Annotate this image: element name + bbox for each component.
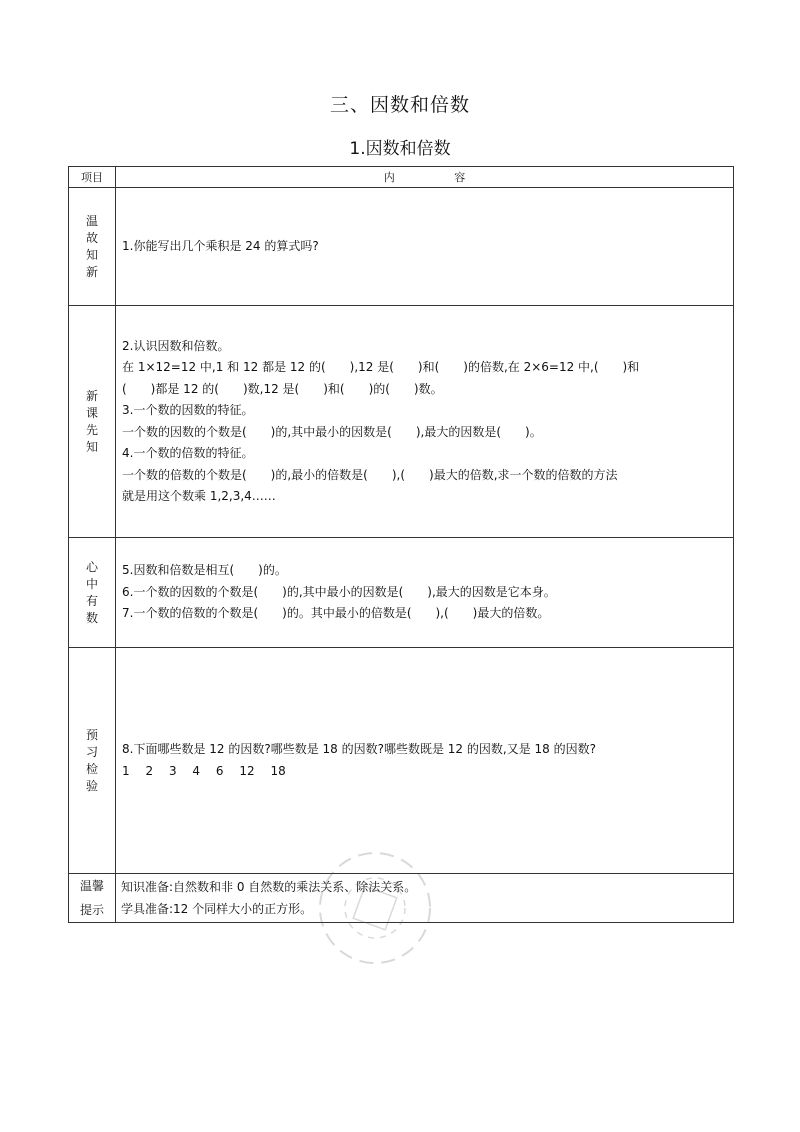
section-content (116, 538, 734, 648)
number-item: 1 (122, 763, 130, 778)
number-item: 4 (192, 763, 201, 778)
section-content (116, 306, 734, 538)
question-line: 6.一个数的因数的个数是( )的,其中最小的因数是( ),最大的因数是它本身。 (122, 584, 556, 599)
question-line: ( )都是 12 的( )数,12 是( )和( )的( )数。 (122, 381, 443, 396)
tip-line: 学具准备:12 个同样大小的正方形。 (121, 902, 313, 916)
label-char: 检 (85, 761, 98, 776)
number-item: 18 (270, 763, 286, 778)
header-content: 内 容 (116, 167, 734, 188)
label-char: 知 (85, 439, 98, 454)
question-line: 8.下面哪些数是 12 的因数?哪些数是 18 的因数?哪些数既是 12 的因数,又是 18 的因数? (122, 742, 596, 756)
chapter-title: 三、因数和倍数 (329, 94, 470, 116)
label-char: 验 (85, 778, 98, 793)
section-summary-row (69, 538, 734, 648)
label-char: 有 (85, 593, 98, 608)
question-line: 4.一个数的倍数的特征。 (122, 446, 254, 460)
label-char: 新 (85, 388, 98, 403)
question-line: 1.你能写出几个乘积是 24 的算式吗? (122, 238, 319, 253)
number-list (122, 761, 727, 783)
question-line: 一个数的因数的个数是( )的,其中最小的因数是( ),最大的因数是( )。 (122, 424, 542, 439)
question-line: 3.一个数的因数的特征。 (122, 403, 254, 417)
tips-label-line: 温馨 (79, 879, 104, 893)
number-item: 12 (239, 763, 255, 778)
section-label (69, 538, 116, 648)
label-char: 心 (85, 559, 98, 574)
label-char: 数 (85, 610, 98, 625)
section-label (69, 188, 116, 306)
tips-label (69, 874, 116, 923)
label-char: 先 (85, 422, 98, 437)
tips-label-line: 提示 (79, 903, 104, 917)
header-item: 项目 (69, 167, 116, 188)
lesson-title: 1.因数和倍数 (349, 139, 451, 159)
question-line: 5.因数和倍数是相互( )的。 (122, 563, 287, 578)
worksheet-table (68, 166, 734, 923)
label-char: 中 (85, 576, 98, 591)
label-char: 知 (85, 247, 98, 262)
question-line: 2.认识因数和倍数。 (122, 338, 230, 353)
question-line: 就是用这个数乘 1,2,3,4…… (122, 489, 276, 503)
number-item: 3 (168, 763, 177, 778)
section-preview-row (69, 306, 734, 538)
watermark-seal-icon (300, 838, 450, 978)
section-review-row (69, 188, 734, 306)
section-content (116, 188, 734, 306)
table-header-row (69, 167, 734, 188)
section-label (69, 306, 116, 538)
label-char: 故 (85, 230, 98, 245)
label-char: 课 (85, 405, 98, 420)
label-char: 预 (85, 727, 98, 742)
tip-line: 知识准备:自然数和非 0 自然数的乘法关系、除法关系。 (121, 880, 417, 894)
section-label (69, 648, 116, 874)
label-char: 习 (85, 744, 98, 759)
question-line: 7.一个数的倍数的个数是( )的。其中最小的倍数是( ),( )最大的倍数。 (122, 606, 550, 621)
number-item: 6 (215, 763, 224, 778)
label-char: 温 (85, 213, 98, 228)
question-line: 在 1×12=12 中,1 和 12 都是 12 的( ),12 是( )和( )的倍数,在 2×6=12 中,( )和 (122, 360, 640, 374)
number-item: 2 (145, 763, 154, 778)
label-char: 新 (85, 264, 98, 279)
question-line: 一个数的倍数的个数是( )的,最小的倍数是( ),( )最大的倍数,求一个数的倍数的方法 (122, 467, 618, 482)
